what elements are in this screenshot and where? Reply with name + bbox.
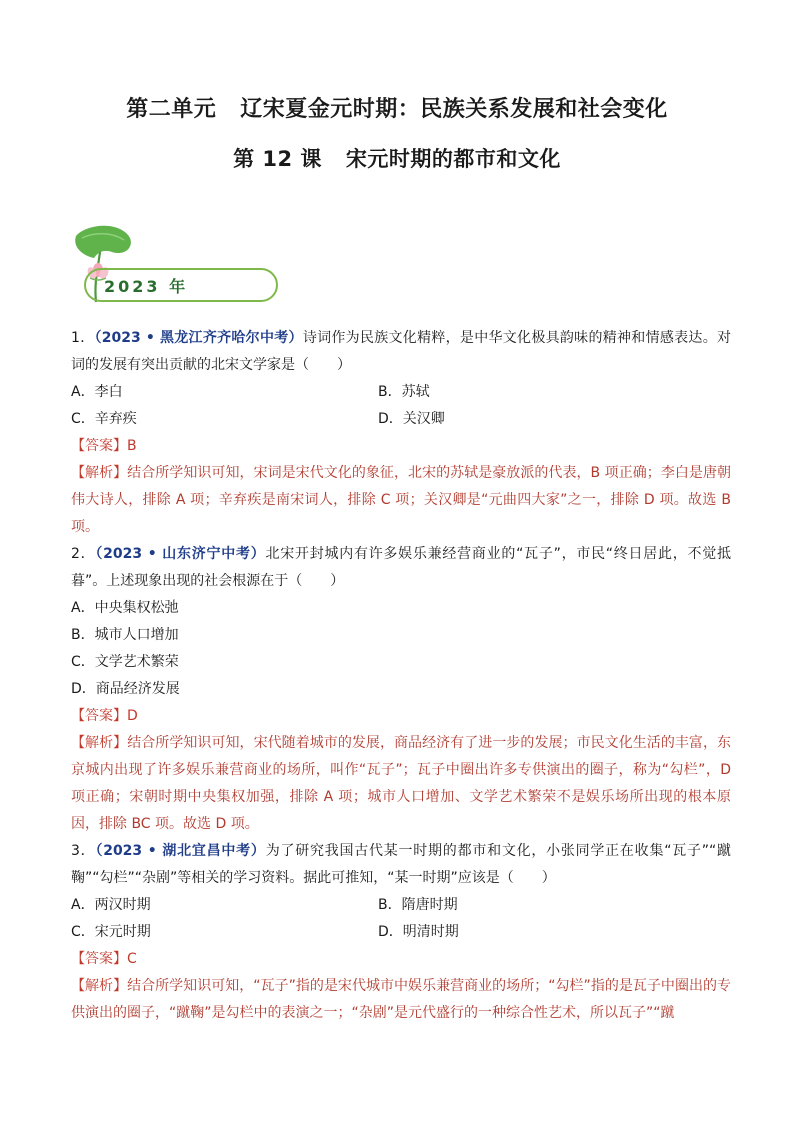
- question-1-option-c: C．辛弃疾: [71, 411, 137, 427]
- question-list: [71, 325, 731, 1027]
- question-1-options-row-2: [71, 406, 731, 433]
- question-2-option-d: D．商品经济发展: [71, 681, 180, 697]
- question-1-answer: 【答案】B: [71, 438, 137, 454]
- question-3-option-c: C．宋元时期: [71, 924, 151, 940]
- question-1-explanation: 【解析】结合所学知识可知，宋词是宋代文化的象征，北宋的苏轼是豪放派的代表，B 项正确；李白是唐朝伟大诗人，排除 A 项；辛弃疾是南宋词人，排除 C 项；关汉卿是“元曲四大家”之一，排除 D 项。故选 B 项。: [71, 465, 731, 535]
- question-3-stem: 3．（2023 • 湖北宜昌中考）为了研究我国古代某一时期的都市和文化，小张同学正在收集“瓦子”“蹴鞠”“勾栏”“杂剧”等相关的学习资料。据此可推知，“某一时期”应该是（ ）: [71, 843, 731, 886]
- question-3-source: （2023 • 湖北宜昌中考）: [95, 843, 266, 859]
- question-1-stem: 1．（2023 • 黑龙江齐齐哈尔中考）诗词作为民族文化精粹，是中华文化极具韵味的精神和情感表达。对词的发展有突出贡献的北宋文学家是（ ）: [71, 330, 731, 373]
- question-1-options-row-1: [71, 379, 731, 406]
- question-2-stem: 2．（2023 • 山东济宁中考）北宋开封城内有许多娱乐兼经营商业的“瓦子”，市民“终日居此，不觉抵暮”。上述现象出现的社会根源在于（ ）: [71, 546, 731, 589]
- lesson-title: [0, 143, 794, 173]
- question-1-option-b: B．苏轼: [378, 384, 430, 400]
- question-3-explanation: 【解析】结合所学知识可知，“瓦子”指的是宋代城市中娱乐兼营商业的场所；“勾栏”指的是瓦子中圈出的专供演出的圈子，“蹴鞠”是勾栏中的表演之一；“杂剧”是元代盛行的一种综合性艺术，所以瓦子”“蹴: [71, 978, 732, 1021]
- year-badge-label: 2023 年: [104, 277, 189, 296]
- question-2-explanation: 【解析】结合所学知识可知，宋代随着城市的发展，商品经济有了进一步的发展；市民文化生活的丰富，东京城内出现了许多娱乐兼营商业的场所，叫作“瓦子”；瓦子中圈出许多专供演出的圈子，称为“勾栏”，D 项正确；宋朝时期中央集权加强，排除 A 项；城市人口增加、文学艺术繁荣不是娱乐场所出现的根本原因，排除 BC 项。故选 D 项。: [71, 735, 732, 832]
- question-3-answer: 【答案】C: [71, 951, 137, 967]
- question-3-options-row-2: [71, 919, 731, 946]
- question-2-option-a: A．中央集权松弛: [71, 600, 179, 616]
- lesson-title-text: 宋元时期的都市和文化: [345, 147, 561, 171]
- question-3-option-d: D．明清时期: [378, 924, 459, 940]
- question-2-option-b: B．城市人口增加: [71, 627, 179, 643]
- unit-title: [0, 92, 794, 123]
- question-2-answer: 【答案】D: [71, 708, 138, 724]
- question-1-option-d: D．关汉卿: [378, 411, 445, 427]
- question-3-option-b: B．隋唐时期: [378, 897, 458, 913]
- year-badge: [68, 222, 218, 312]
- unit-label: 第二单元: [126, 97, 217, 122]
- question-2-source: （2023 • 山东济宁中考）: [95, 546, 266, 562]
- question-1-option-a: A．李白: [71, 384, 123, 400]
- unit-title-text: 辽宋夏金元时期：民族关系发展和社会变化: [240, 97, 668, 122]
- question-1-source: （2023 • 黑龙江齐齐哈尔中考）: [94, 330, 303, 346]
- question-3-options-row-1: [71, 892, 731, 919]
- question-2-option-c: C．文学艺术繁荣: [71, 654, 179, 670]
- lesson-label: 第 12 课: [233, 147, 322, 171]
- question-3-option-a: A．两汉时期: [71, 897, 151, 913]
